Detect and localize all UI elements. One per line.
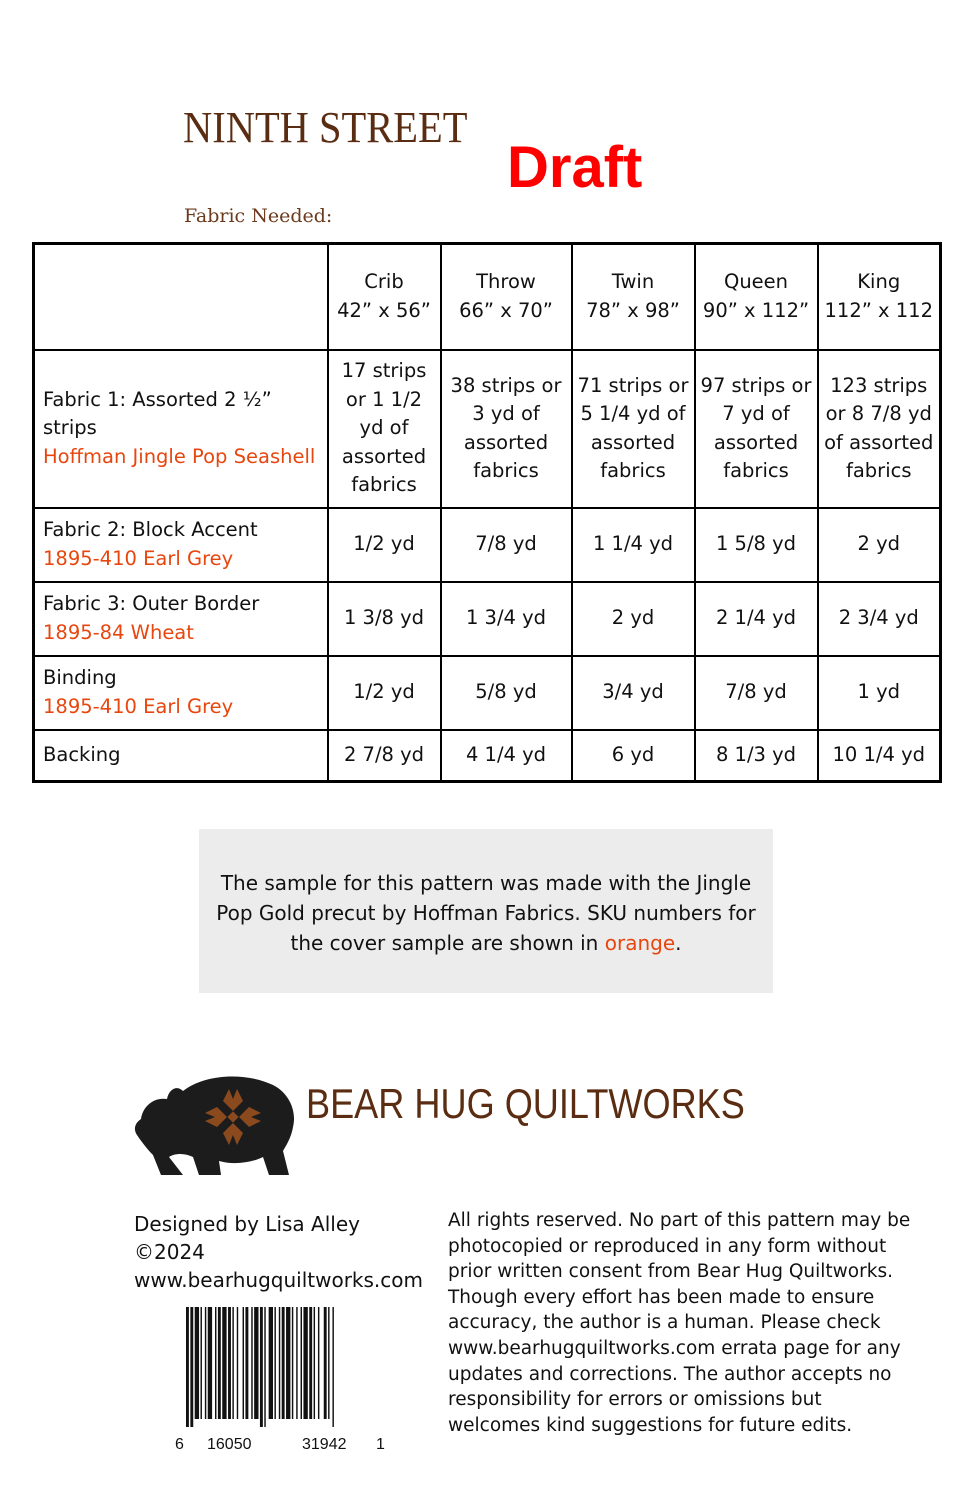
barcode-bar (332, 1307, 333, 1427)
table-cell: 2 3/4 yd (818, 582, 941, 656)
barcode-bar (201, 1307, 202, 1419)
table-cell: 7/8 yd (441, 508, 572, 582)
table-cell: 1/2 yd (328, 656, 441, 730)
barcode-bar (228, 1307, 231, 1419)
barcode-bar (208, 1307, 212, 1419)
barcode-bar (232, 1307, 233, 1419)
table-cell: 4 1/4 yd (441, 730, 572, 782)
table-cell: 2 7/8 yd (328, 730, 441, 782)
table-cell: 6 yd (572, 730, 695, 782)
table-header-row (34, 244, 941, 350)
column-header: Crib 42” x 56” (328, 244, 441, 350)
pattern-title: NINTH STREET (183, 103, 468, 152)
table-cell: 1 5/8 yd (695, 508, 818, 582)
table-cell: 10 1/4 yd (818, 730, 941, 782)
barcode-bar (309, 1307, 312, 1419)
barcode-bar (186, 1307, 189, 1427)
table-cell: 17 strips or 1 1/2 yd of assorted fabrics (328, 350, 441, 508)
note-text: The sample for this pattern was made with the Jingle Pop Gold precut by Hoffman Fabrics. SKU numbers for the cover sample are shown in (216, 871, 756, 955)
barcode-bar (301, 1307, 302, 1419)
note-highlight: orange (604, 931, 676, 955)
barcode-bar (314, 1307, 315, 1419)
header-empty-cell (34, 244, 328, 350)
barcode-bar (245, 1307, 248, 1419)
sample-note (199, 829, 773, 993)
section-label: Fabric Needed: (184, 205, 333, 227)
column-header: Throw 66” x 70” (441, 244, 572, 350)
barcode-bar (286, 1307, 290, 1419)
table-row (34, 582, 941, 656)
barcode-bar (254, 1307, 258, 1419)
fabric-table (32, 242, 942, 783)
barcode-bar (282, 1307, 285, 1419)
barcode-digit-check: 1 (376, 1436, 385, 1453)
column-header: Twin 78” x 98” (572, 244, 695, 350)
column-header: Queen 90” x 112” (695, 244, 818, 350)
barcode-bar (279, 1307, 280, 1419)
barcode-bar (190, 1307, 193, 1427)
barcode-bar (274, 1307, 275, 1419)
table-cell: 2 1/4 yd (695, 582, 818, 656)
barcode-bar (222, 1307, 226, 1419)
barcode-bar (243, 1307, 244, 1419)
barcode-digit-lead: 6 (175, 1436, 184, 1453)
barcode-digits-left: 16050 (207, 1436, 252, 1453)
table-cell: 123 strips or 8 7/8 yd of assorted fabrics (818, 350, 941, 508)
barcode-bar (292, 1307, 293, 1419)
barcode-bar (269, 1307, 273, 1419)
credits (134, 1210, 423, 1294)
table-row (34, 730, 941, 782)
brand-name: BEAR HUG QUILTWORKS (306, 1080, 745, 1127)
table-cell: 7/8 yd (695, 656, 818, 730)
rights-notice: All rights reserved. No part of this pattern may be photocopied or reproduced in any form without prior written consent from Bear Hug Quiltworks. Though every effort has been made to ensure accuracy, the author is a human. Please check www.bearhugquiltworks.com errata page for any updates and corrections. The author accepts no responsibility for errors or omissions but welcomes kind suggestions for future edits. (448, 1210, 911, 1436)
table-row (34, 508, 941, 582)
table-row (34, 656, 941, 730)
row-label: Fabric 3: Outer Border 1895-84 Wheat (34, 582, 328, 656)
table-cell: 71 strips or 5 1/4 yd of assorted fabrics (572, 350, 695, 508)
table-cell: 2 yd (572, 582, 695, 656)
bear-logo-icon (133, 1067, 298, 1186)
barcode-bar (328, 1307, 329, 1419)
barcode-bar (237, 1307, 238, 1419)
barcode-bar (324, 1307, 327, 1419)
barcode (172, 1307, 387, 1427)
barcode-bar (260, 1307, 263, 1427)
row-label: Binding 1895-410 Earl Grey (34, 656, 328, 730)
designer-credit: Designed by Lisa Alley (134, 1212, 360, 1236)
column-header: King 112” x 112 (818, 244, 941, 350)
table-cell: 5/8 yd (441, 656, 572, 730)
barcode-bar (251, 1307, 252, 1419)
barcode-bar (218, 1307, 221, 1419)
barcode-bar (303, 1307, 307, 1419)
table-cell: 2 yd (818, 508, 941, 582)
row-label: Backing (34, 730, 328, 782)
table-cell: 1 3/8 yd (328, 582, 441, 656)
draft-label: Draft (507, 135, 643, 200)
row-label: Fabric 2: Block Accent 1895-410 Earl Grey (34, 508, 328, 582)
table-cell: 1 3/4 yd (441, 582, 572, 656)
table-cell: 8 1/3 yd (695, 730, 818, 782)
table-cell: 1 yd (818, 656, 941, 730)
table-row (34, 350, 941, 508)
table-cell: 3/4 yd (572, 656, 695, 730)
barcode-digits-right: 31942 (302, 1436, 347, 1453)
barcode-bar (318, 1307, 319, 1419)
table-cell: 1 1/4 yd (572, 508, 695, 582)
table-cell: 1/2 yd (328, 508, 441, 582)
copyright: ©2024 (134, 1240, 205, 1264)
note-end: . (675, 931, 682, 955)
barcode-bar (215, 1307, 216, 1419)
row-label: Fabric 1: Assorted 2 ½” strips Hoffman Jingle Pop Seashell (34, 350, 328, 508)
barcode-bar (296, 1307, 297, 1419)
barcode-bar (205, 1307, 206, 1419)
barcode-bar (264, 1307, 265, 1427)
website-link[interactable]: www.bearhugquiltworks.com (134, 1268, 423, 1292)
barcode-bar (195, 1307, 199, 1419)
table-cell: 38 strips or 3 yd of assorted fabrics (441, 350, 572, 508)
table-cell: 97 strips or 7 yd of assorted fabrics (695, 350, 818, 508)
